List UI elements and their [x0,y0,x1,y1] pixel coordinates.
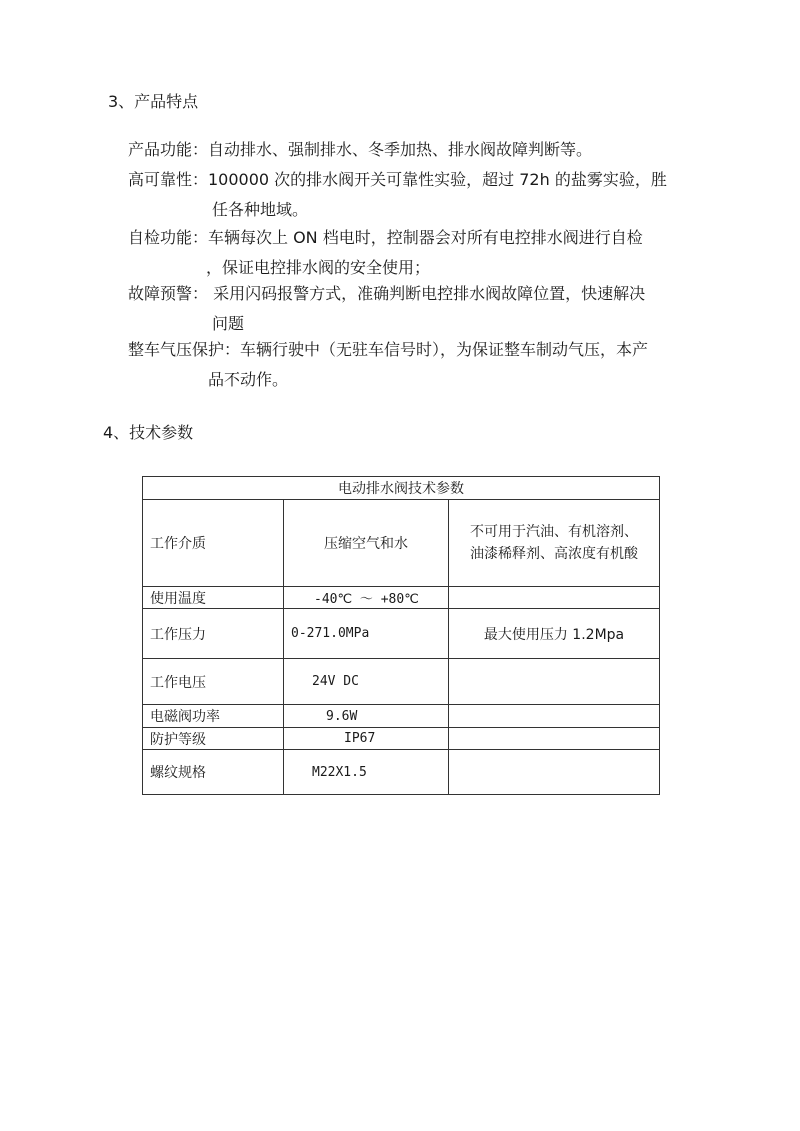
table-row [143,659,660,705]
table-row [143,750,660,795]
param-label: 工作介质 [143,500,284,587]
table-caption: 电动排水阀技术参数 [143,477,660,500]
table-row [143,728,660,750]
section-3-heading: 3、产品特点 [108,92,199,111]
param-value: IP67 [284,728,449,750]
feature-item-pressure-protection [128,340,698,389]
param-value: 0-271.0MPa [284,609,449,659]
param-note [449,728,660,750]
feature-item-reliability [128,170,698,219]
feature-line: 高可靠性：100000 次的排水阀开关可靠性实验，超过 72h 的盐雾实验，胜 [128,170,667,189]
table-row [143,500,660,587]
table-row [143,609,660,659]
feature-line: 自检功能：车辆每次上 ON 档电时，控制器会对所有电控排水阀进行自检 [128,228,643,247]
param-note-line: 不可用于汽油、有机溶剂、 [470,524,638,540]
spec-table [142,476,660,795]
param-label: 电磁阀功率 [143,705,284,728]
section-4-heading: 4、技术参数 [103,423,194,442]
param-value: 9.6W [284,705,449,728]
feature-item-fault-warning [128,284,698,333]
param-note-line: 油漆稀释剂、高浓度有机酸 [470,546,638,562]
param-note [449,659,660,705]
feature-item-self-check [128,228,698,277]
param-label: 螺纹规格 [143,750,284,795]
param-label: 使用温度 [143,587,284,609]
param-label: 工作电压 [143,659,284,705]
param-value: 24V DC [284,659,449,705]
table-row [143,587,660,609]
table-row [143,705,660,728]
feature-line-continued: 任各种地域。 [212,200,309,219]
param-note [449,750,660,795]
feature-line: 产品功能：自动排水、强制排水、冬季加热、排水阀故障判断等。 [128,140,593,159]
feature-line: 整车气压保护：车辆行驶中（无驻车信号时），为保证整车制动气压，本产 [128,340,649,359]
param-note [449,500,660,587]
param-label: 工作压力 [143,609,284,659]
param-value: M22X1.5 [284,750,449,795]
param-value: 压缩空气和水 [284,500,449,587]
feature-line-continued: 问题 [212,314,245,333]
feature-item-function [128,140,698,160]
param-label: 防护等级 [143,728,284,750]
param-note: 最大使用压力 1.2Mpa [449,609,660,659]
param-note [449,705,660,728]
param-note [449,587,660,609]
feature-line-continued: ，保证电控排水阀的安全使用； [206,258,431,277]
param-value: -40℃ ～ +80℃ [284,587,449,609]
feature-line: 故障预警： 采用闪码报警方式，准确判断电控排水阀故障位置，快速解决 [128,284,646,303]
feature-line-continued: 品不动作。 [208,370,289,389]
